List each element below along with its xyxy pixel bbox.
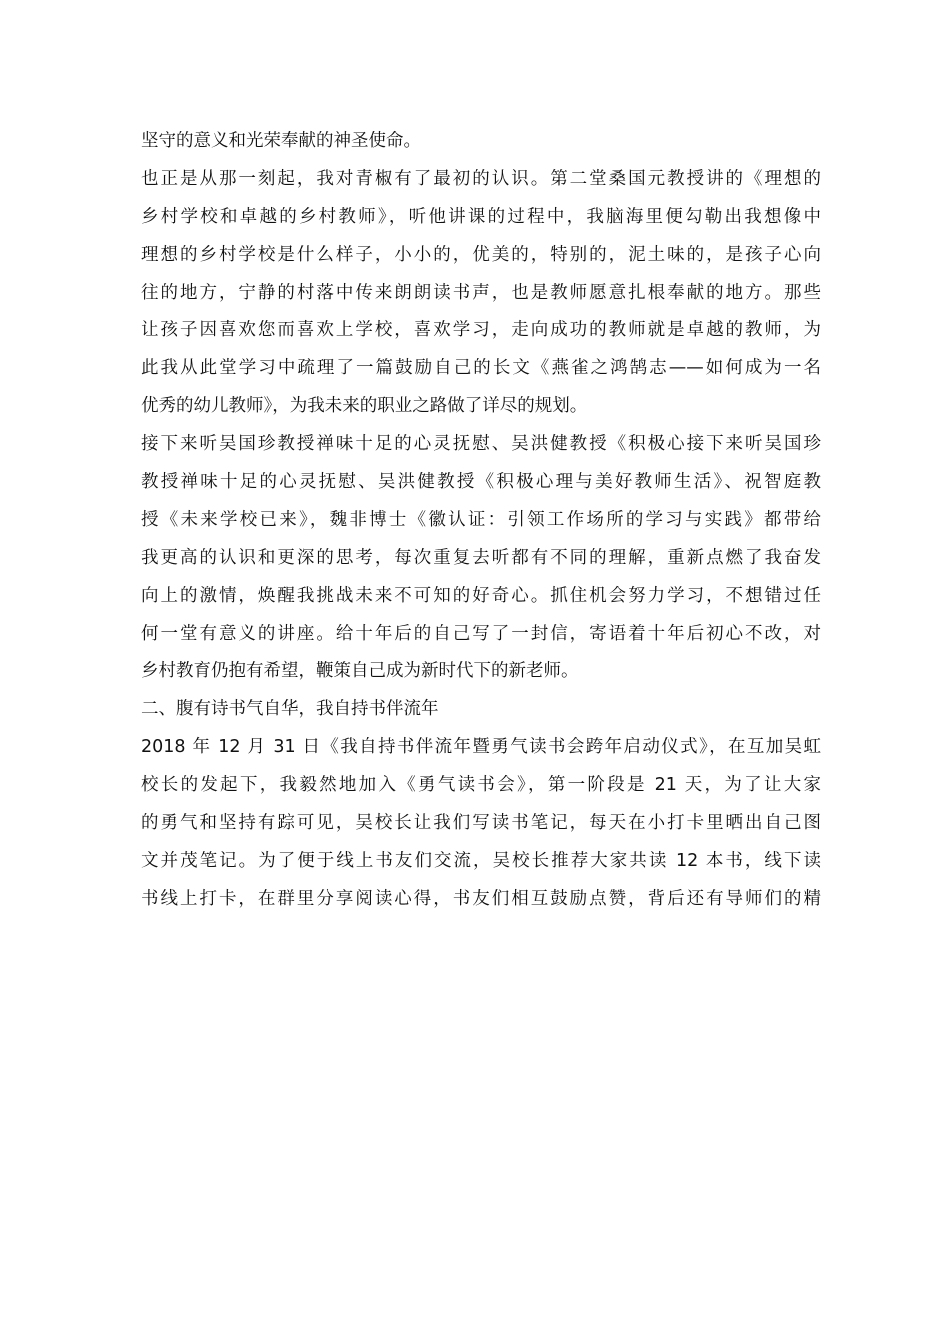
text-line: 坚守的意义和光荣奉献的神圣使命。 [141, 131, 421, 151]
text-line: 文并茂笔记。为了便于线上书友们交流，吴校长推荐大家共读 12 本书，线下读 [141, 850, 821, 871]
text-line: 理想的乡村学校是什么样子，小小的，优美的，特别的，泥土味的，是孩子心向 [141, 244, 821, 265]
text-line: 优秀的幼儿教师》，为我未来的职业之路做了详尽的规划。 [141, 396, 588, 417]
text-line: 向上的激情，焕醒我挑战未来不可知的好奇心。抓住机会努力学习，不想错过任 [141, 585, 821, 606]
section-heading: 二、腹有诗书气自华，我自持书伴流年 [141, 699, 439, 720]
text-line: 让孩子因喜欢您而喜欢上学校，喜欢学习，走向成功的教师就是卓越的教师，为 [141, 320, 821, 341]
text-line: 授《未来学校已来》，魏非博士《徽认证：引领工作场所的学习与实践》都带给 [141, 509, 821, 530]
text-line: 接下来听吴国珍教授禅味十足的心灵抚慰、吴洪健教授《积极心接下来听吴国珍 [141, 434, 821, 455]
text-line: 乡村教育仍抱有希望，鞭策自己成为新时代下的新老师。 [141, 661, 579, 682]
text-line: 2018 年 12 月 31 日《我自持书伴流年暨勇气读书会跨年启动仪式》，在互加吴虹 [141, 737, 821, 758]
text-line: 的勇气和坚持有踪可见，吴校长让我们写读书笔记，每天在小打卡里晒出自己图 [141, 813, 821, 834]
text-line: 何一堂有意义的讲座。给十年后的自己写了一封信，寄语着十年后初心不改，对 [141, 623, 821, 644]
text-line: 乡村学校和卓越的乡村教师》，听他讲课的过程中，我脑海里便勾勒出我想像中 [141, 206, 821, 227]
text-line: 此我从此堂学习中疏理了一篇鼓励自己的长文《燕雀之鸿鹄志——如何成为一名 [141, 358, 821, 379]
text-line: 书线上打卡，在群里分享阅读心得，书友们相互鼓励点赞，背后还有导师们的精 [141, 888, 821, 909]
document-body [141, 123, 821, 919]
text-line: 往的地方，宁静的村落中传来朗朗读书声，也是教师愿意扎根奉献的地方。那些 [141, 282, 821, 303]
text-line: 也正是从那一刻起，我对青椒有了最初的认识。第二堂桑国元教授讲的《理想的 [141, 168, 821, 189]
text-line: 教授禅味十足的心灵抚慰、吴洪健教授《积极心理与美好教师生活》、祝智庭教 [141, 472, 821, 493]
text-line: 校长的发起下，我毅然地加入《勇气读书会》，第一阶段是 21 天，为了让大家 [141, 775, 821, 796]
text-line: 我更高的认识和更深的思考，每次重复去听都有不同的理解，重新点燃了我奋发 [141, 547, 821, 568]
